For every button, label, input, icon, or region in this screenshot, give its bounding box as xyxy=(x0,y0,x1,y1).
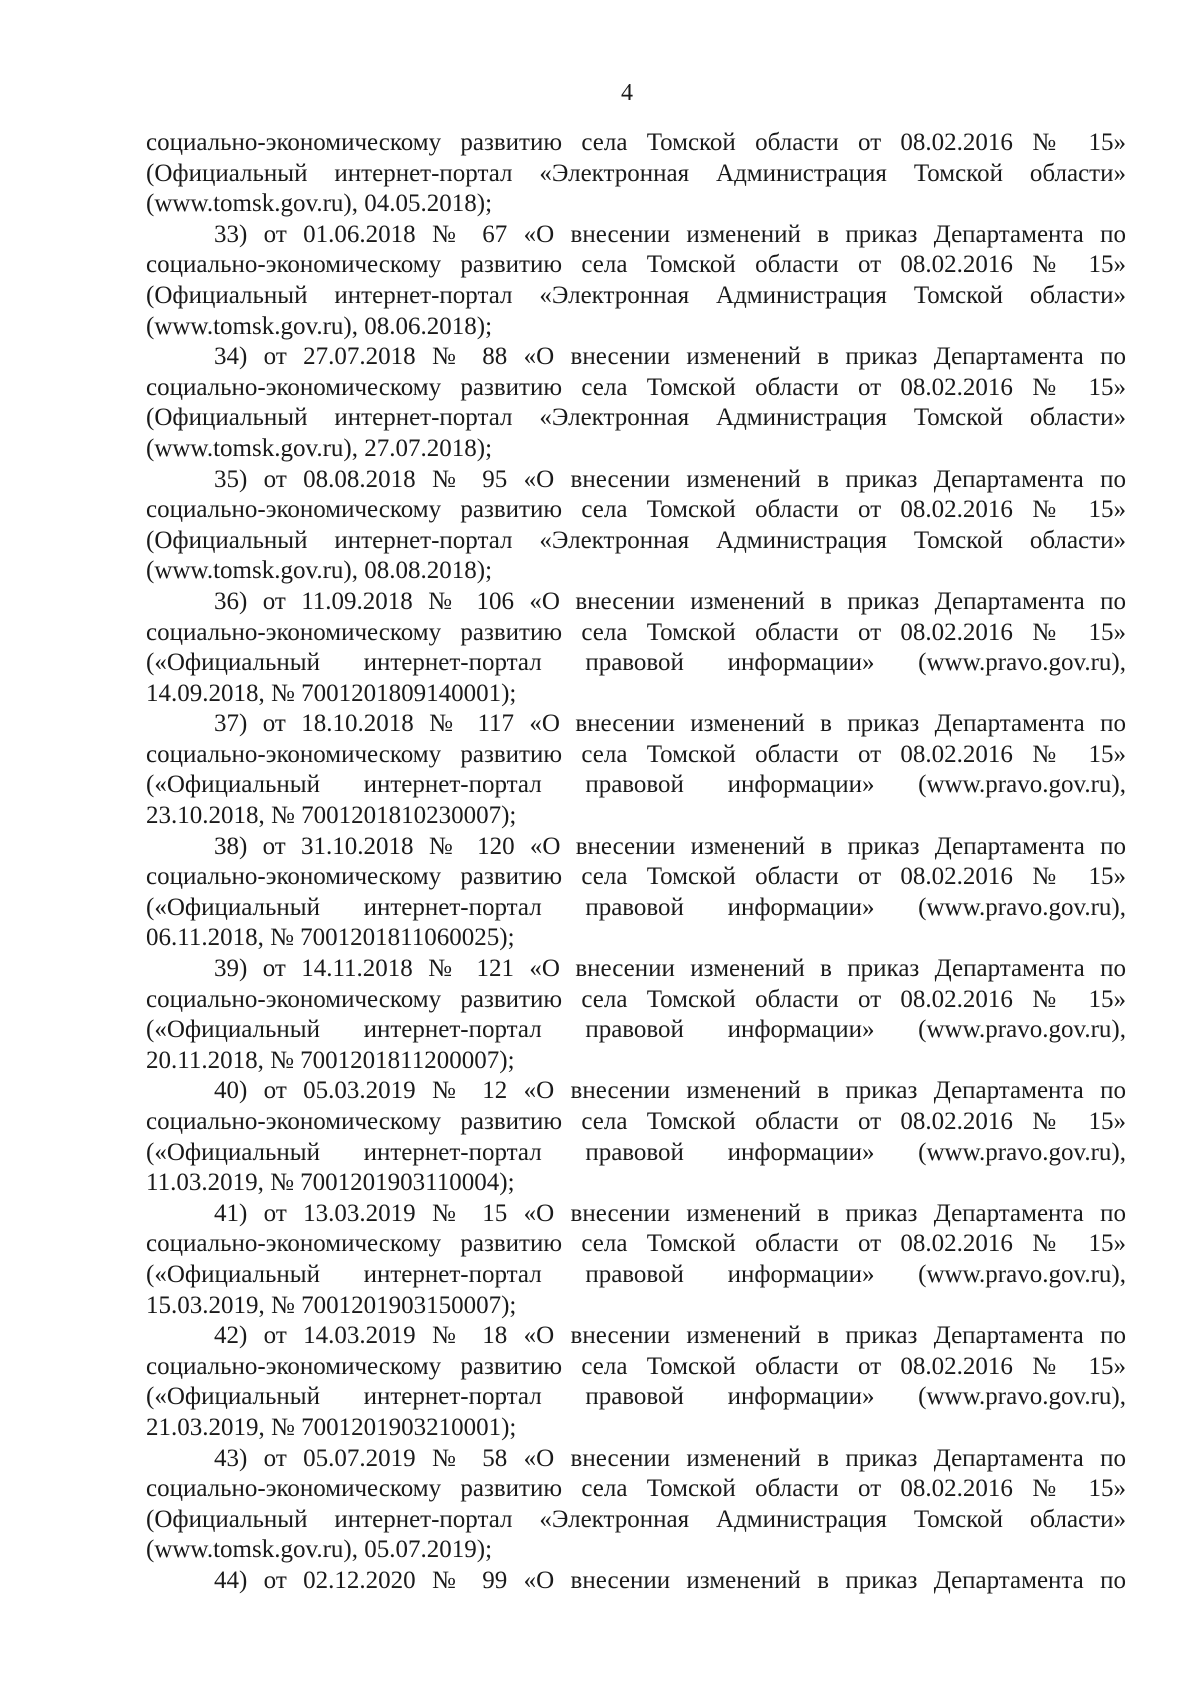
list-item xyxy=(146,832,1126,954)
text-line: 11.03.2019, № 7001201903110004); xyxy=(146,1169,515,1197)
text-line: 34) от 27.07.2018 № 88 «О внесении изменений в приказ Департамента по xyxy=(214,343,1126,371)
text-line: 14.09.2018, № 7001201809140001); xyxy=(146,679,517,707)
text-line: («Официальный интернет-портал правовой информации» (www.pravo.gov.ru), xyxy=(146,1138,1126,1166)
list-item xyxy=(146,220,1126,342)
text-line: 36) от 11.09.2018 № 106 «О внесении изменений в приказ Департамента по xyxy=(214,587,1126,615)
text-line: («Официальный интернет-портал правовой информации» (www.pravo.gov.ru), xyxy=(146,1383,1126,1411)
text-line: социально-экономическому развитию села Томской области от 08.02.2016 № 15» xyxy=(146,863,1126,891)
list-item xyxy=(146,587,1126,709)
text-line: социально-экономическому развитию села Томской области от 08.02.2016 № 15» xyxy=(146,740,1126,768)
text-line: (Официальный интернет-портал «Электронная Администрация Томской области» xyxy=(146,281,1126,309)
text-line: 23.10.2018, № 7001201810230007); xyxy=(146,802,517,830)
text-line: 33) от 01.06.2018 № 67 «О внесении изменений в приказ Департамента по xyxy=(214,220,1126,248)
list-item xyxy=(146,342,1126,464)
text-line: 37) от 18.10.2018 № 117 «О внесении изменений в приказ Департамента по xyxy=(214,710,1126,738)
list-item xyxy=(146,1199,1126,1321)
text-line: 15.03.2019, № 7001201903150007); xyxy=(146,1291,517,1319)
text-line: социально-экономическому развитию села Томской области от 08.02.2016 № 15» xyxy=(146,496,1126,524)
text-line: (www.tomsk.gov.ru), 27.07.2018); xyxy=(146,434,493,462)
text-line: 43) от 05.07.2019 № 58 «О внесении изменений в приказ Департамента по xyxy=(214,1444,1126,1472)
text-line: (www.tomsk.gov.ru), 04.05.2018); xyxy=(146,190,493,218)
list-item xyxy=(146,1566,1126,1597)
text-line: социально-экономическому развитию села Томской области от 08.02.2016 № 15» xyxy=(146,373,1126,401)
text-line: социально-экономическому развитию села Томской области от 08.02.2016 № 15» xyxy=(146,1352,1126,1380)
text-line: 35) от 08.08.2018 № 95 «О внесении изменений в приказ Департамента по xyxy=(214,465,1126,493)
text-line: социально-экономическому развитию села Томской области от 08.02.2016 № 15» xyxy=(146,985,1126,1013)
text-line: 38) от 31.10.2018 № 120 «О внесении изменений в приказ Департамента по xyxy=(214,832,1126,860)
text-line: («Официальный интернет-портал правовой информации» (www.pravo.gov.ru), xyxy=(146,1260,1126,1288)
text-line: («Официальный интернет-портал правовой информации» (www.pravo.gov.ru), xyxy=(146,893,1126,921)
text-line: («Официальный интернет-портал правовой информации» (www.pravo.gov.ru), xyxy=(146,771,1126,799)
text-line: социально-экономическому развитию села Томской области от 08.02.2016 № 15» xyxy=(146,129,1126,156)
text-line: (Официальный интернет-портал «Электронная Администрация Томской области» xyxy=(146,1505,1126,1533)
text-line: социально-экономическому развитию села Томской области от 08.02.2016 № 15» xyxy=(146,1108,1126,1135)
text-line: (www.tomsk.gov.ru), 08.06.2018); xyxy=(146,312,493,340)
list-item xyxy=(146,954,1126,1076)
text-line: 41) от 13.03.2019 № 15 «О внесении изменений в приказ Департамента по xyxy=(214,1199,1126,1227)
text-line: 20.11.2018, № 7001201811200007); xyxy=(146,1046,515,1074)
text-line: 39) от 14.11.2018 № 121 «О внесении изменений в приказ Департамента по xyxy=(214,955,1126,983)
list-item xyxy=(146,1076,1126,1198)
list-item xyxy=(146,709,1126,831)
text-line: («Официальный интернет-портал правовой информации» (www.pravo.gov.ru), xyxy=(146,649,1126,677)
text-line: (Официальный интернет-портал «Электронная Администрация Томской области» xyxy=(146,526,1126,554)
text-line: социально-экономическому развитию села Томской области от 08.02.2016 № 15» xyxy=(146,251,1126,279)
list-item xyxy=(146,465,1126,587)
list-item xyxy=(146,1321,1126,1443)
text-line: социально-экономическому развитию села Томской области от 08.02.2016 № 15» xyxy=(146,618,1126,646)
text-line: (www.tomsk.gov.ru), 08.08.2018); xyxy=(146,557,493,585)
text-line: 42) от 14.03.2019 № 18 «О внесении изменений в приказ Департамента по xyxy=(214,1322,1126,1350)
text-line: социально-экономическому развитию села Томской области от 08.02.2016 № 15» xyxy=(146,1230,1126,1258)
text-line: («Официальный интернет-портал правовой информации» (www.pravo.gov.ru), xyxy=(146,1016,1126,1044)
document-body xyxy=(146,128,1126,1597)
text-line: социально-экономическому развитию села Томской области от 08.02.2016 № 15» xyxy=(146,1475,1126,1503)
text-line: 06.11.2018, № 7001201811060025); xyxy=(146,924,515,952)
list-item xyxy=(146,1444,1126,1566)
text-line: 44) от 02.12.2020 № 99 «О внесении изменений в приказ Департамента по xyxy=(214,1566,1126,1594)
page-number: 4 xyxy=(621,80,633,106)
text-line: (Официальный интернет-портал «Электронная Администрация Томской области» xyxy=(146,159,1126,187)
text-line: 21.03.2019, № 7001201903210001); xyxy=(146,1413,517,1441)
text-line: (Официальный интернет-портал «Электронная Администрация Томской области» xyxy=(146,404,1126,432)
text-line: (www.tomsk.gov.ru), 05.07.2019); xyxy=(146,1536,493,1564)
paragraph-continuation xyxy=(146,128,1126,220)
text-line: 40) от 05.03.2019 № 12 «О внесении изменений в приказ Департамента по xyxy=(214,1077,1126,1105)
